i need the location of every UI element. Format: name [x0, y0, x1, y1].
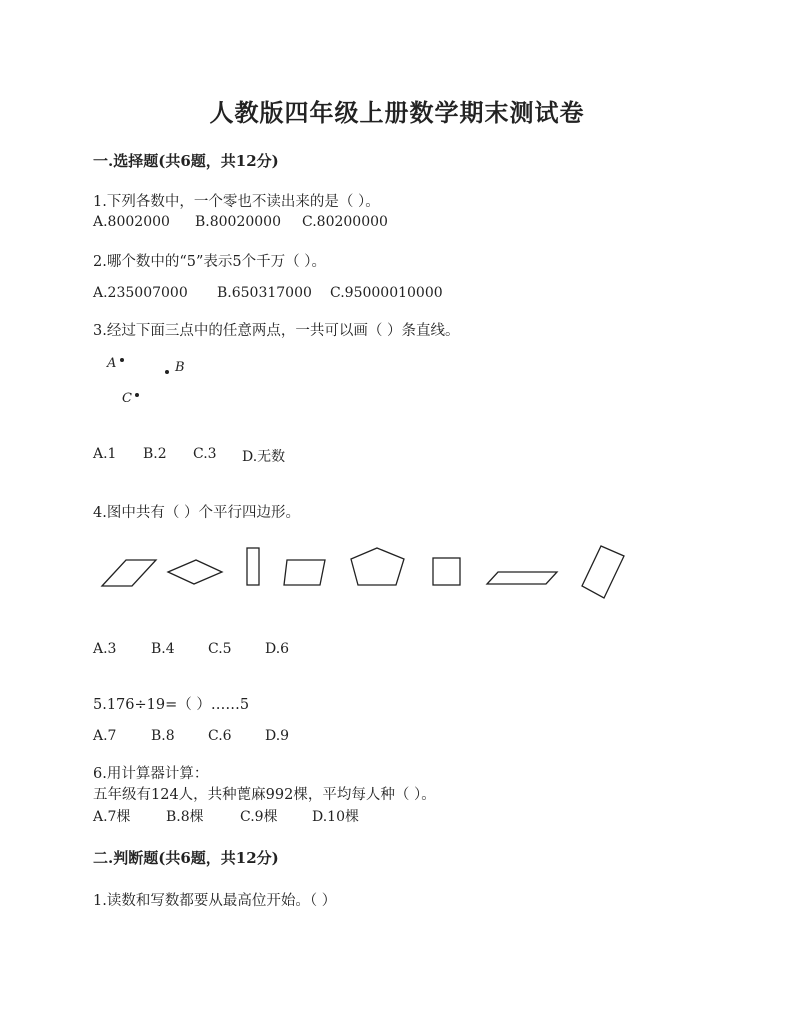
judgement-question-1-text: 1.读数和写数都要从最高位开始。（ ） — [93, 893, 337, 909]
shape-rectangle-tilted — [582, 546, 624, 598]
question-2-option-b: B.650317000 — [217, 285, 312, 301]
question-4-option-b: B.4 — [151, 641, 175, 657]
question-3-option-c: C.3 — [193, 446, 217, 462]
point-c-dot — [135, 393, 139, 397]
question-4-text: 4.图中共有（ ）个平行四边形。 — [93, 505, 300, 521]
question-1-text: 1.下列各数中，一个零也不读出来的是（ ）。 — [93, 194, 380, 210]
question-6-option-c: C.9棵 — [240, 809, 278, 825]
point-a-dot — [120, 358, 124, 362]
shape-parallelogram-2 — [487, 572, 557, 584]
question-1-option-a: A.8002000 — [93, 214, 170, 230]
point-c-label: C — [122, 391, 132, 406]
question-3-option-a: A.1 — [93, 446, 117, 462]
page-title: 人教版四年级上册数学期末测试卷 — [209, 98, 585, 127]
shape-rectangle-tall — [247, 548, 259, 585]
question-3-option-d: D.无数 — [242, 449, 286, 465]
shape-parallelogram-1 — [102, 560, 156, 586]
question-6-subtext: 五年级有124人，共种蓖麻992棵，平均每人种（ ）。 — [93, 787, 436, 803]
question-2-option-a: A.235007000 — [93, 285, 188, 301]
shape-square — [433, 558, 460, 585]
question-5-option-a: A.7 — [93, 728, 117, 744]
question-2-option-c: C.95000010000 — [330, 285, 443, 301]
question-1-option-b: B.80020000 — [195, 214, 281, 230]
point-a-label: A — [107, 356, 117, 371]
question-4-option-c: C.5 — [208, 641, 232, 657]
section-heading-choice: 一.选择题(共6题，共12分) — [93, 152, 279, 170]
shape-pentagon — [351, 548, 404, 585]
question-6-text: 6.用计算器计算： — [93, 766, 209, 782]
question-4-option-a: A.3 — [93, 641, 117, 657]
question-5-option-b: B.8 — [151, 728, 175, 744]
question-5-option-c: C.6 — [208, 728, 232, 744]
question-1-option-c: C.80200000 — [302, 214, 388, 230]
question-3-text: 3.经过下面三点中的任意两点，一共可以画（ ）条直线。 — [93, 323, 460, 339]
shape-trapezoid — [284, 560, 325, 585]
shape-rhombus — [168, 560, 222, 584]
section-heading-judgement: 二.判断题(共6题，共12分) — [93, 849, 279, 867]
question-5-text: 5.176÷19=（ ）……5 — [93, 697, 250, 713]
question-2-text: 2.哪个数中的“5”表示5个千万（ ）。 — [93, 254, 326, 270]
question-6-option-a: A.7棵 — [93, 809, 131, 825]
shapes-figure — [90, 538, 650, 608]
point-b-label: B — [175, 360, 185, 375]
question-4-option-d: D.6 — [265, 641, 290, 657]
question-6-option-d: D.10棵 — [312, 809, 359, 825]
question-5-option-d: D.9 — [265, 728, 290, 744]
question-6-option-b: B.8棵 — [166, 809, 204, 825]
point-b-dot — [165, 370, 169, 374]
question-3-option-b: B.2 — [143, 446, 167, 462]
